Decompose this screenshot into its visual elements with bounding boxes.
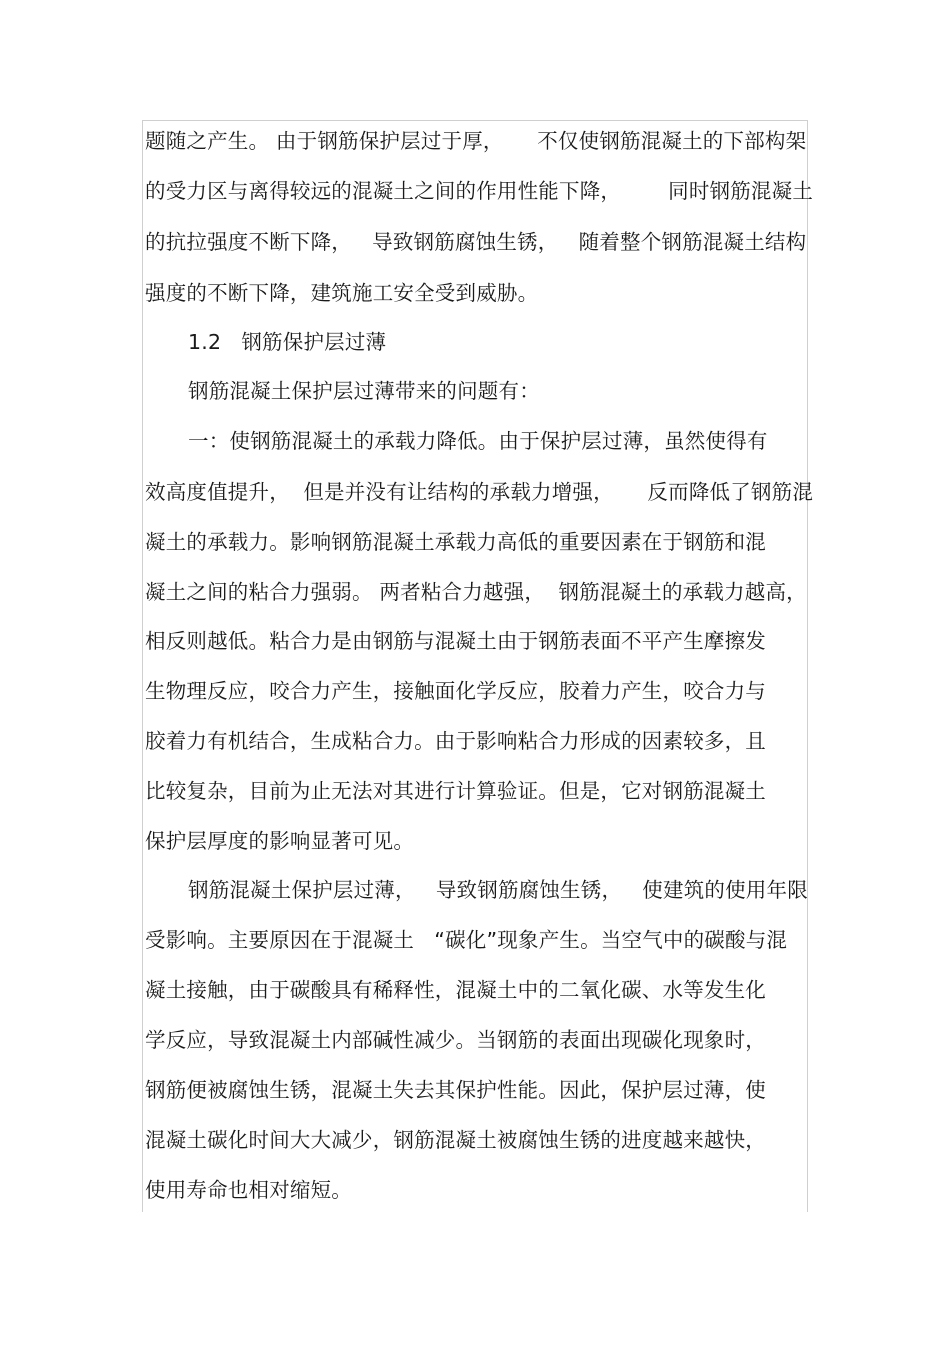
text-line: 保护层厚度的影响显著可见。 [145,829,415,853]
text-line: 学反应，导致混凝土内部碱性减少。当钢筋的表面出现碳化现象时， [145,1028,766,1052]
text-line: 效高度值提升， 但是并没有让结构的承载力增强， 反而降低了钢筋混 [145,480,814,504]
section-heading: 1.2 钢筋保护层过薄 [188,330,387,354]
text-line: 钢筋混凝土保护层过薄， 导致钢筋腐蚀生锈， 使建筑的使用年限 [188,878,808,902]
text-line: 题随之产生。 由于钢筋保护层过于厚， 不仅使钢筋混凝土的下部构架 [145,129,807,153]
text-line: 强度的不断下降，建筑施工安全受到威胁。 [145,281,539,305]
text-line: 使用寿命也相对缩短。 [145,1178,352,1202]
text-line: 混凝土碳化时间大大减少，钢筋混凝土被腐蚀生锈的进度越来越快， [145,1128,766,1152]
text-line: 胶着力有机结合，生成粘合力。由于影响粘合力形成的因素较多，且 [145,729,766,753]
text-line: 相反则越低。粘合力是由钢筋与混凝土由于钢筋表面不平产生摩擦发 [145,629,766,653]
text-line: 的抗拉强度不断下降， 导致钢筋腐蚀生锈， 随着整个钢筋混凝土结构 [145,230,807,254]
text-line: 钢筋便被腐蚀生锈，混凝土失去其保护性能。因此，保护层过薄，使 [145,1078,766,1102]
text-line: 钢筋混凝土保护层过薄带来的问题有： [188,379,540,403]
text-line: 一：使钢筋混凝土的承载力降低。由于保护层过薄，虽然使得有 [188,429,768,453]
text-line: 受影响。主要原因在于混凝土 “碳化”现象产生。当空气中的碳酸与混 [145,928,788,952]
text-line: 的受力区与离得较远的混凝土之间的作用性能下降， 同时钢筋混凝土 [145,179,814,203]
text-line: 生物理反应，咬合力产生，接触面化学反应，胶着力产生，咬合力与 [145,679,766,703]
text-line: 比较复杂，目前为止无法对其进行计算验证。但是，它对钢筋混凝土 [145,779,766,803]
text-line: 凝土的承载力。影响钢筋混凝土承载力高低的重要因素在于钢筋和混 [145,530,766,554]
text-line: 凝土接触，由于碳酸具有稀释性，混凝土中的二氧化碳、水等发生化 [145,978,766,1002]
text-line: 凝土之间的粘合力强弱。 两者粘合力越强， 钢筋混凝土的承载力越高， [145,580,807,604]
